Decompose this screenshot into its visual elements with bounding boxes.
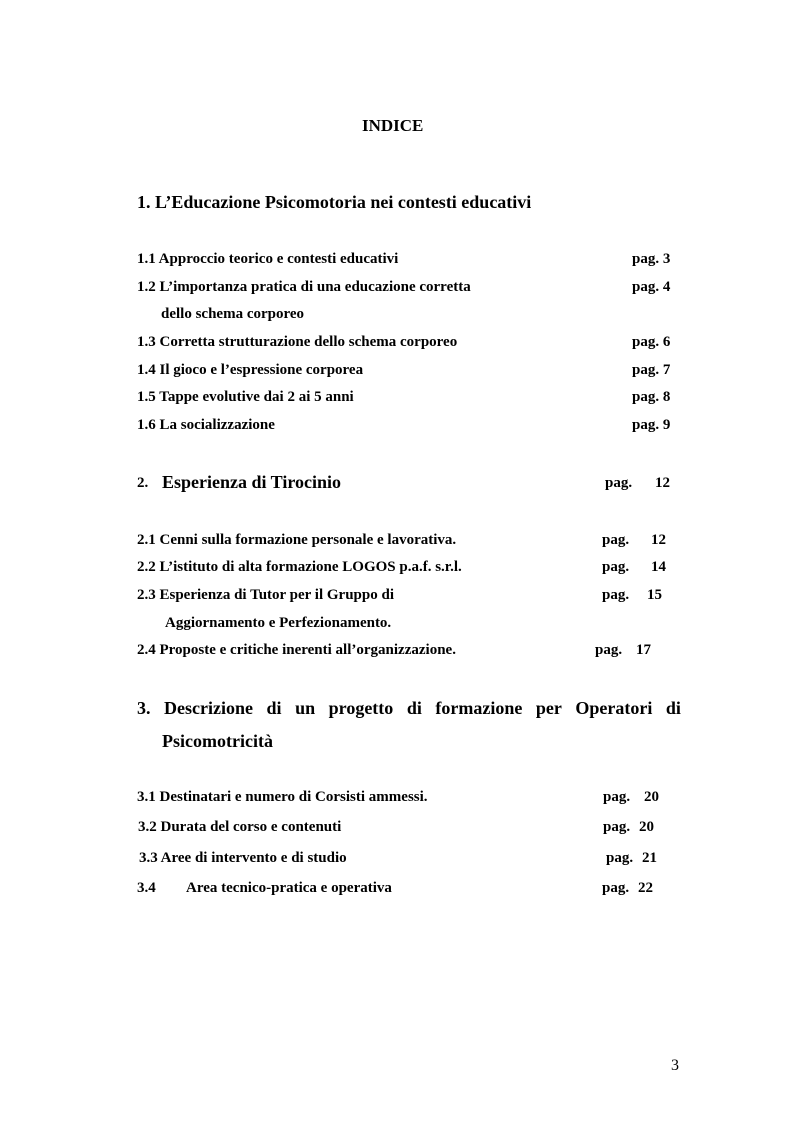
section-3-heading-word: progetto <box>328 698 394 718</box>
toc-entry-1-1: 1.1 Approccio teorico e contesti educativi <box>137 251 399 267</box>
section-3-heading-word: di <box>266 698 282 718</box>
section-3-heading-word: di <box>665 698 681 718</box>
toc-page-number-2-4: 17 <box>636 642 651 658</box>
section-3-heading-word: formazione <box>435 698 523 718</box>
section-3-heading-word: per <box>535 698 562 718</box>
page-title: INDICE <box>362 116 424 135</box>
toc-page-label-2-1: pag. <box>602 532 630 548</box>
toc-entry-1-3: 1.3 Corretta strutturazione dello schema corporeo <box>137 334 458 350</box>
toc-page-label-2-2: pag. <box>602 559 630 575</box>
section-3-heading-word: Descrizione <box>164 698 253 718</box>
section-2-number: 2. <box>137 475 149 491</box>
toc-entry-2-4: 2.4 Proposte e critiche inerenti all’organizzazione. <box>137 642 456 658</box>
toc-entry-2-1: 2.1 Cenni sulla formazione personale e lavorativa. <box>137 532 457 548</box>
toc-page-label-3-3: pag. <box>606 850 634 866</box>
section-2-heading: Esperienza di Tirocinio <box>162 472 342 492</box>
toc-page-1-2: pag. 4 <box>632 279 671 295</box>
toc-entry-3-4-number: 3.4 <box>137 880 156 896</box>
toc-page-1-4: pag. 7 <box>632 362 671 378</box>
section-3-heading-word: di <box>406 698 422 718</box>
toc-entry-3-4: Area tecnico-pratica e operativa <box>186 880 392 896</box>
toc-page-label-3-1: pag. <box>603 789 631 805</box>
toc-page-number-3-1: 20 <box>644 789 659 805</box>
toc-page-number-3-2: 20 <box>639 819 654 835</box>
toc-page-1-3: pag. 6 <box>632 334 671 350</box>
toc-entry-2-3: 2.3 Esperienza di Tutor per il Gruppo di <box>137 587 394 603</box>
section-3-heading-word: 3. <box>137 698 151 718</box>
toc-entry-1-2-continuation: dello schema corporeo <box>161 306 305 322</box>
toc-entry-2-3-continuation: Aggiornamento e Perfezionamento. <box>165 615 392 631</box>
toc-page-1-5: pag. 8 <box>632 389 671 405</box>
toc-page-number-2-3: 15 <box>647 587 662 603</box>
section-3-heading-word: un <box>295 698 316 718</box>
toc-entry-1-4: 1.4 Il gioco e l’espressione corporea <box>137 362 364 378</box>
toc-entry-1-2: 1.2 L’importanza pratica di una educazione corretta <box>137 279 471 295</box>
toc-page-number-2-1: 12 <box>651 532 666 548</box>
toc-page-label-3-4: pag. <box>602 880 630 896</box>
toc-page-number-3-4: 22 <box>638 880 653 896</box>
section-2-page-number: 12 <box>655 475 670 491</box>
toc-entry-1-6: 1.6 La socializzazione <box>137 417 275 433</box>
toc-page-label-2-3: pag. <box>602 587 630 603</box>
toc-page-1-1: pag. 3 <box>632 251 671 267</box>
toc-entry-3-2: 3.2 Durata del corso e contenuti <box>138 819 342 835</box>
section-3-heading-word: Operatori <box>575 698 653 718</box>
toc-page-number-3-3: 21 <box>642 850 657 866</box>
toc-page-label-3-2: pag. <box>603 819 631 835</box>
section-3-heading-line2: Psicomotricità <box>162 731 273 751</box>
section-2-page-label: pag. <box>605 475 633 491</box>
toc-entry-3-1: 3.1 Destinatari e numero di Corsisti ammessi. <box>137 789 428 805</box>
section-1-heading: 1. L’Educazione Psicomotoria nei contesti educativi <box>137 192 532 212</box>
toc-page-label-2-4: pag. <box>595 642 623 658</box>
toc-entry-1-5: 1.5 Tappe evolutive dai 2 ai 5 anni <box>137 389 354 405</box>
toc-entry-2-2: 2.2 L’istituto di alta formazione LOGOS p.a.f. s.r.l. <box>137 559 462 575</box>
toc-entry-3-3: 3.3 Aree di intervento e di studio <box>139 850 347 866</box>
toc-page-1-6: pag. 9 <box>632 417 671 433</box>
toc-page-number-2-2: 14 <box>651 559 666 575</box>
section-3-heading <box>137 698 681 719</box>
page-number: 3 <box>671 1057 679 1074</box>
